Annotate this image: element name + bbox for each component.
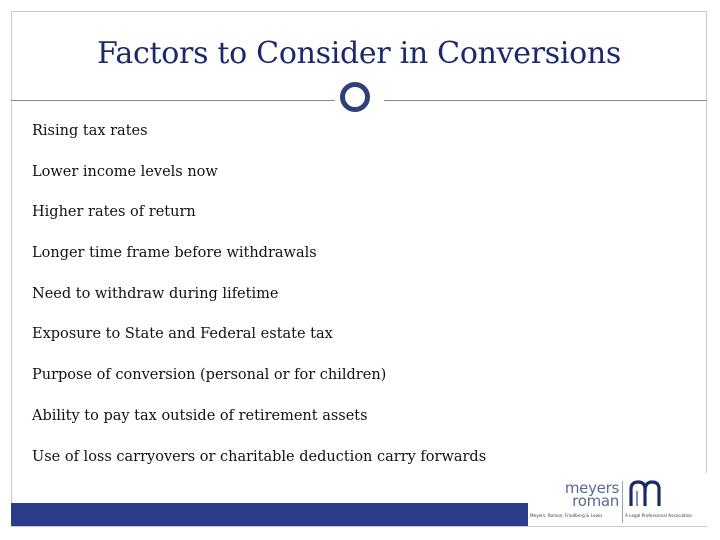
bullet-item: Use of loss carryovers or charitable deduction carry forwards: [32, 448, 487, 465]
firm-logo: [528, 473, 707, 526]
logo-divider: [622, 481, 623, 523]
logo-m-icon: [628, 479, 668, 507]
title-divider-left: [11, 100, 335, 101]
logo-tagline: A Legal Professional Association: [625, 513, 693, 518]
bullet-item: Need to withdraw during lifetime: [32, 285, 279, 302]
logo-firm-full-name: Meyers, Roman, Friedberg & Lewis: [530, 513, 603, 518]
title-divider-right: [384, 100, 707, 101]
slide-title: Factors to Consider in Conversions: [96, 36, 622, 71]
bullet-item: Ability to pay tax outside of retirement assets: [32, 407, 368, 424]
bullet-item: Purpose of conversion (personal or for children): [32, 367, 387, 384]
bullet-list: [32, 121, 486, 487]
bullet-item: Lower income levels now: [32, 163, 218, 180]
bullet-item: Rising tax rates: [32, 123, 148, 139]
bullet-item: Higher rates of return: [32, 204, 196, 221]
bullet-item: Exposure to State and Federal estate tax: [32, 326, 333, 343]
divider-ring-icon: [340, 82, 370, 112]
bullet-item: Longer time frame before withdrawals: [32, 245, 317, 262]
logo-name-line2: roman: [572, 492, 619, 510]
logo-name-line1: meyers: [564, 479, 619, 497]
footer-bar: [11, 503, 528, 526]
